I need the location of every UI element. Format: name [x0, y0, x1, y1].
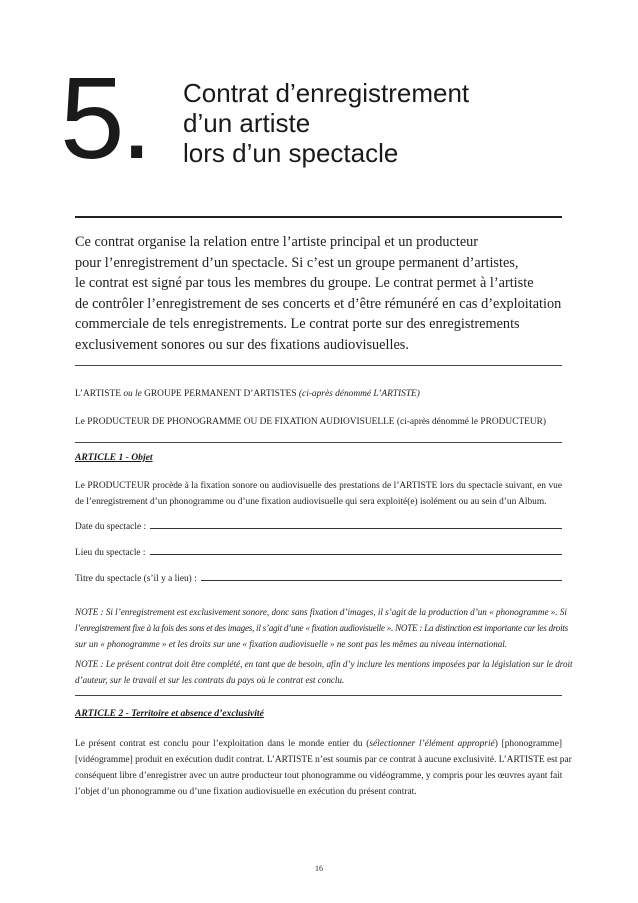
intro-paragraph: [75, 232, 575, 356]
party-artist-alias: (ci-après dénommé L’ARTISTE): [298, 389, 420, 399]
page-number: 16: [315, 864, 323, 873]
place-field-label: Lieu du spectacle :: [75, 548, 146, 558]
article2-line-start: Le présent contrat est conclu pour l’exploitation dans le monde entier du (: [75, 739, 370, 749]
party-artist-group: GROUPE PERMANENT D’ARTISTES: [141, 389, 299, 399]
article2-heading: ARTICLE 2 - Territoire et absence d’exclusivité: [75, 708, 264, 719]
party-artist-text: L’ARTISTE: [75, 389, 124, 399]
intro-line: commerciale de tels enregistrements. Le contrat porte sur des enregistrements: [75, 316, 520, 333]
article1-body: [75, 478, 562, 510]
article2-line: [vidéogramme] produit en exécution dudit contrat. L’ARTISTE n’est soumis par ce contrat à aucune exclusivité. L’ARTISTE est par: [75, 755, 572, 765]
title-field[interactable]: [75, 570, 562, 584]
title-line: lors d’un spectacle: [183, 138, 399, 168]
note-completion: [75, 656, 573, 688]
chapter-number: 5.: [60, 53, 149, 183]
intro-line: pour l’enregistrement d’un spectacle. Si c’est un groupe permanent d’artistes,: [75, 254, 519, 271]
section-divider: [75, 365, 562, 366]
note-line: d’auteur, sur le travail et sur les contrats du pays où le contrat est conclu.: [75, 675, 345, 685]
article2-line: l’objet d’un phonogramme ou d’une fixation audiovisuelle en exécution du présent contrat.: [75, 787, 417, 797]
place-field[interactable]: [75, 544, 562, 558]
article1-line: Le PRODUCTEUR procède à la fixation sonore ou audiovisuelle des prestations de l’ARTISTE lors du spectacle suivant, en vue: [75, 481, 562, 491]
article1-line: de l’enregistrement d’un phonogramme ou d’une fixation audiovisuelle qui sera exploité(e) isolément ou au sein d’un Album.: [75, 497, 547, 507]
article2-line: [75, 736, 562, 752]
section-divider: [75, 442, 562, 443]
party-artist-or: ou le: [123, 389, 142, 399]
title-line: Contrat d’enregistrement: [183, 78, 470, 108]
note-line: NOTE : Le présent contrat doit être complété, en tant que de besoin, afin d’y inclure les mentions imposées par la législation sur le droit: [75, 659, 573, 669]
article2-body: [75, 736, 572, 800]
intro-line: Ce contrat organise la relation entre l’artiste principal et un producteur: [75, 234, 479, 250]
party-producer: [75, 414, 562, 430]
chapter-title: [183, 78, 583, 168]
date-field-label: Date du spectacle :: [75, 522, 147, 532]
article2-line-end: ) [phonogramme]: [494, 739, 562, 749]
title-field-label: Titre du spectacle (s’il y a lieu) :: [75, 574, 197, 584]
title-field-line[interactable]: [201, 580, 562, 581]
intro-line: exclusivement sonores ou sur des fixations audiovisuelles.: [75, 336, 409, 353]
note-recording-type: [75, 604, 568, 652]
note-line: NOTE : Si l’enregistrement est exclusivement sonore, donc sans fixation d’images, il s’agit de la production d’un « phonogramme ». Si: [75, 607, 567, 617]
title-line: d’un artiste: [183, 108, 311, 138]
date-field[interactable]: [75, 518, 562, 532]
intro-line: de contrôler l’enregistrement de ses concerts et d’être rémunéré en cas d’exploitation: [75, 295, 562, 312]
section-divider: [75, 695, 562, 696]
note-line: l’enregistrement fixe à la fois des sons et des images, il s’agit d’une « fixation audiovisuelle ». NOTE : La distinction est importante car les droits: [75, 623, 568, 633]
date-field-line[interactable]: [150, 528, 562, 529]
place-field-line[interactable]: [150, 554, 562, 555]
intro-line: le contrat est signé par tous les membres du groupe. Le contrat permet à l’artiste: [75, 275, 534, 292]
title-divider: [75, 216, 562, 218]
article1-heading: ARTICLE 1 - Objet: [75, 452, 153, 463]
party-artist: [75, 386, 562, 402]
article2-select-hint: sélectionner l’élément approprié: [369, 739, 495, 749]
party-producer-text: Le PRODUCTEUR DE PHONOGRAMME OU DE FIXATION AUDIOVISUELLE (ci-après dénommé le PRODUCTEUR): [75, 417, 547, 427]
article2-line: conséquent libre d’enregistrer avec un autre producteur tout phonogramme ou vidéogramme, y compris pour les œuvres ayant fait: [75, 771, 563, 781]
note-line: sur un « phonogramme » et les droits sur une « fixation audiovisuelle » ne sont pas les mêmes au niveau international.: [75, 639, 508, 649]
